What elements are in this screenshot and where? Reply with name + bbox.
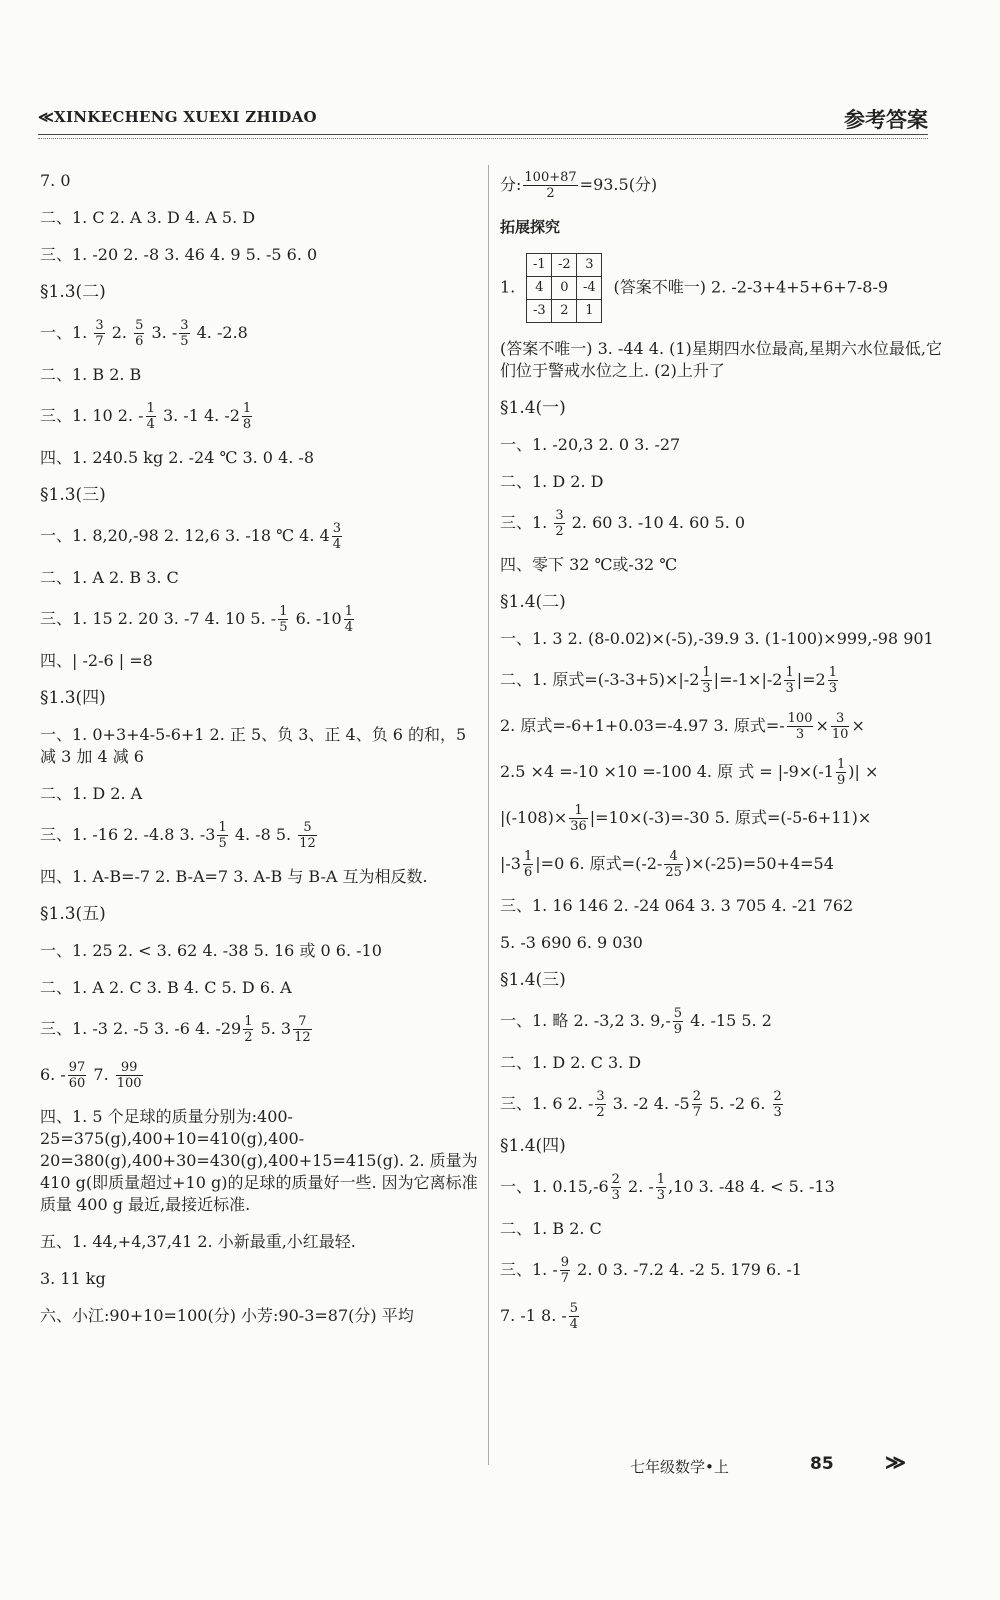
fraction: $\frac{5}{6}$	[135, 318, 144, 349]
answer-line: |(-108)× $\frac{1}{36}$ |=10×(-3)=-30 5. 原式=(-5-6+11)×	[500, 803, 872, 834]
number-grid: -1 -2 3 4 0 -4 -3 2 1	[526, 253, 602, 323]
answer-line: 三、1. -16 2. -4.8 3. -3 $\frac{1}{5}$ 4. -8 5. $\frac{5}{12}$	[40, 820, 316, 851]
answer-line: 二、1. A 2. C 3. B 4. C 5. D 6. A	[40, 978, 292, 997]
fraction: $\frac{100}{3}$	[787, 711, 813, 742]
answer-line: 二、1. 原式=(-3-3+5)×|-2 $\frac{1}{3}$ |=-1×|-2 $\frac{1}{3}$ |=2 $\frac{1}{3}$	[500, 665, 837, 696]
answer-line: 三、1. 15 2. 20 3. -7 4. 10 5. - $\frac{1}{5}$ 6. -10 $\frac{1}{4}$	[40, 604, 353, 635]
answer-line: 六、小江:90+10=100(分) 小芳:90-3=87(分) 平均	[40, 1306, 414, 1325]
answer-line: 二、1. B 2. B	[40, 365, 142, 384]
section-heading: §1.3(三)	[40, 485, 106, 505]
answer-line: (答案不唯一) 3. -44 4. (1)星期四水位最高,星期六水位最低,它们位于警戒水位之上. (2)上升了	[500, 339, 942, 380]
fraction: $\frac{97}{60}$	[68, 1060, 86, 1091]
fraction: $\frac{1}{3}$	[828, 665, 837, 696]
fraction: $\frac{3}{7}$	[95, 318, 104, 349]
column-divider	[488, 165, 489, 1465]
fraction: $\frac{1}{5}$	[279, 604, 288, 635]
answer-line: 一、1. 3 2. (8-0.02)×(-5),-39.9 3. (1-100)×999,-98 901	[500, 629, 934, 648]
fraction: $\frac{2}{3}$	[611, 1172, 620, 1203]
answer-line: 一、1. 0.15,-6 $\frac{2}{3}$ 2. - $\frac{1}{3}$ ,10 3. -48 4. < 5. -13	[500, 1172, 835, 1203]
fraction: $\frac{1}{8}$	[242, 401, 252, 432]
section-heading: §1.4(四)	[500, 1136, 566, 1156]
answer-line: 三、1. -20 2. -8 3. 46 4. 9 5. -5 6. 0	[40, 245, 318, 264]
fraction: $\frac{1}{5}$	[218, 820, 227, 851]
left-column	[40, 170, 480, 1342]
answer-line: 三、1. - $\frac{9}{7}$ 2. 0 3. -7.2 4. -2 5. 179 6. -1	[500, 1255, 802, 1286]
answer-line: 四、| -2-6 | =8	[40, 651, 153, 670]
answer-line: 四、1. 5 个足球的质量分别为:400-25=375(g),400+10=410(g),400-20=380(g),400+30=430(g),400+15=415(g). 2. 质量为 410 g(即质量超过+10 g)的足球的质量好一些. 因为它离标准质量 400 g 最近,最接近标准.	[40, 1107, 478, 1214]
answer-line: 二、1. A 2. B 3. C	[40, 568, 179, 587]
answer-line: 三、1. 6 2. - $\frac{3}{2}$ 3. -2 4. -5 $\frac{2}{7}$ 5. -2 6. $\frac{2}{3}$	[500, 1089, 782, 1120]
fraction: $\frac{99}{100}$	[116, 1060, 142, 1091]
answer-line: 二、1. D 2. A	[40, 784, 143, 803]
answer-line: 三、1. $\frac{3}{2}$ 2. 60 3. -10 4. 60 5. 0	[500, 508, 746, 539]
answer-line: |-3 $\frac{1}{6}$ |=0 6. 原式=(-2- $\frac{4}{25}$ )×(-25)=50+4=54	[500, 849, 834, 880]
section-heading: §1.4(一)	[500, 398, 566, 418]
answer-line: 分: $\frac{100+87}{2}$ =93.5(分)	[500, 170, 658, 201]
section-heading: §1.3(五)	[40, 904, 106, 924]
fraction: $\frac{1}{2}$	[244, 1014, 253, 1045]
fraction: $\frac{1}{6}$	[523, 849, 533, 880]
fraction: $\frac{4}{25}$	[665, 849, 682, 880]
answer-line: 四、1. 240.5 kg 2. -24 ℃ 3. 0 4. -8	[40, 448, 315, 467]
header-rule-dotted	[38, 138, 928, 139]
fraction: $\frac{3}{2}$	[596, 1089, 605, 1120]
answer-line: 三、1. -3 2. -5 3. -6 4. -29 $\frac{1}{2}$ 5. 3 $\frac{7}{12}$	[40, 1014, 311, 1045]
page-number: 85	[810, 1454, 834, 1474]
answer-line: 3. 11 kg	[40, 1269, 106, 1288]
answer-line: 7. 0	[40, 171, 71, 190]
answer-line: 四、零下 32 ℃或-32 ℃	[500, 555, 678, 574]
fraction: $\frac{5}{12}$	[299, 820, 316, 851]
fraction: $\frac{100+87}{2}$	[524, 170, 577, 201]
answer-line: 二、1. D 2. C 3. D	[500, 1053, 642, 1072]
fraction: $\frac{1}{4}$	[146, 401, 155, 432]
right-column	[500, 170, 950, 1347]
fraction: $\frac{1}{3}$	[702, 665, 711, 696]
section-heading: §1.4(三)	[500, 970, 566, 990]
answer-line: 一、1. 25 2. < 3. 62 4. -38 5. 16 或 0 6. -10	[40, 941, 382, 960]
header-rule	[38, 134, 928, 135]
fraction: $\frac{1}{9}$	[836, 757, 846, 788]
answer-line: 一、1. 8,20,-98 2. 12,6 3. -18 ℃ 4. 4 $\frac{3}{4}$	[40, 521, 341, 552]
answer-line: 6. - $\frac{97}{60}$ 7. $\frac{99}{100}$	[40, 1060, 142, 1091]
header-series-title: ≪XINKECHENG XUEXI ZHIDAO	[38, 108, 317, 126]
answer-line: 2. 原式=-6+1+0.03=-4.97 3. 原式=- $\frac{100}{3}$ × $\frac{3}{10}$ ×	[500, 711, 865, 742]
fraction: $\frac{2}{7}$	[692, 1089, 702, 1120]
fraction: $\frac{9}{7}$	[560, 1255, 570, 1286]
answer-line: 五、1. 44,+4,37,41 2. 小新最重,小红最轻.	[40, 1232, 356, 1251]
answer-line: 二、1. D 2. D	[500, 472, 604, 491]
answer-line: 三、1. 10 2. - $\frac{1}{4}$ 3. -1 4. -2 $\frac{1}{8}$	[40, 401, 252, 432]
fraction: $\frac{3}{5}$	[180, 318, 189, 349]
fraction: $\frac{3}{2}$	[555, 508, 564, 539]
fraction: $\frac{1}{3}$	[656, 1172, 666, 1203]
answer-line: 四、1. A-B=-7 2. B-A=7 3. A-B 与 B-A 互为相反数.	[40, 867, 428, 886]
answer-line: 三、1. 16 146 2. -24 064 3. 3 705 4. -21 762	[500, 896, 854, 915]
section-heading: §1.3(二)	[40, 282, 106, 302]
answer-line: 一、1. 略 2. -3,2 3. 9,- $\frac{5}{9}$ 4. -15 5. 2	[500, 1006, 772, 1037]
fraction: $\frac{3}{4}$	[332, 521, 341, 552]
answer-line: 一、1. -20,3 2. 0 3. -27	[500, 435, 681, 454]
fraction: $\frac{5}{9}$	[673, 1006, 683, 1037]
answer-line: 5. -3 690 6. 9 030	[500, 933, 643, 952]
fraction: $\frac{3}{10}$	[831, 711, 849, 742]
header-answer-title: 参考答案	[844, 107, 928, 132]
fraction: $\frac{1}{3}$	[785, 665, 794, 696]
answer-line: 7. -1 8. - $\frac{5}{4}$	[500, 1301, 579, 1332]
footer-subject: 七年级数学•上	[630, 1458, 729, 1476]
section-heading: 拓展探究	[500, 218, 561, 236]
fraction: $\frac{1}{4}$	[344, 604, 353, 635]
section-heading: §1.3(四)	[40, 688, 106, 708]
answer-line: 2.5 ×4 =-10 ×10 =-100 4. 原 式 = |-9×(-1 $\frac{1}{9}$ )| ×	[500, 757, 879, 788]
answer-line: 1. -1 -2 3 4 0 -4 -3 2 1 (答案不唯一) 2. -2-3+4+5+6+7-8-9	[500, 253, 950, 323]
answer-line: 二、1. C 2. A 3. D 4. A 5. D	[40, 208, 256, 227]
next-arrow-icon: ≫	[885, 1450, 906, 1474]
answer-line: 一、1. $\frac{3}{7}$ 2. $\frac{5}{6}$ 3. - $\frac{3}{5}$ 4. -2.8	[40, 318, 248, 349]
section-heading: §1.4(二)	[500, 592, 566, 612]
fraction: $\frac{7}{12}$	[294, 1014, 311, 1045]
fraction: $\frac{1}{36}$	[570, 803, 587, 834]
answer-line: 一、1. 0+3+4-5-6+1 2. 正 5、负 3、正 4、负 6 的和，5 减 3 加 4 减 6	[40, 725, 467, 766]
fraction: $\frac{2}{3}$	[773, 1089, 782, 1120]
fraction: $\frac{5}{4}$	[569, 1301, 579, 1332]
answer-line: 二、1. B 2. C	[500, 1219, 602, 1238]
